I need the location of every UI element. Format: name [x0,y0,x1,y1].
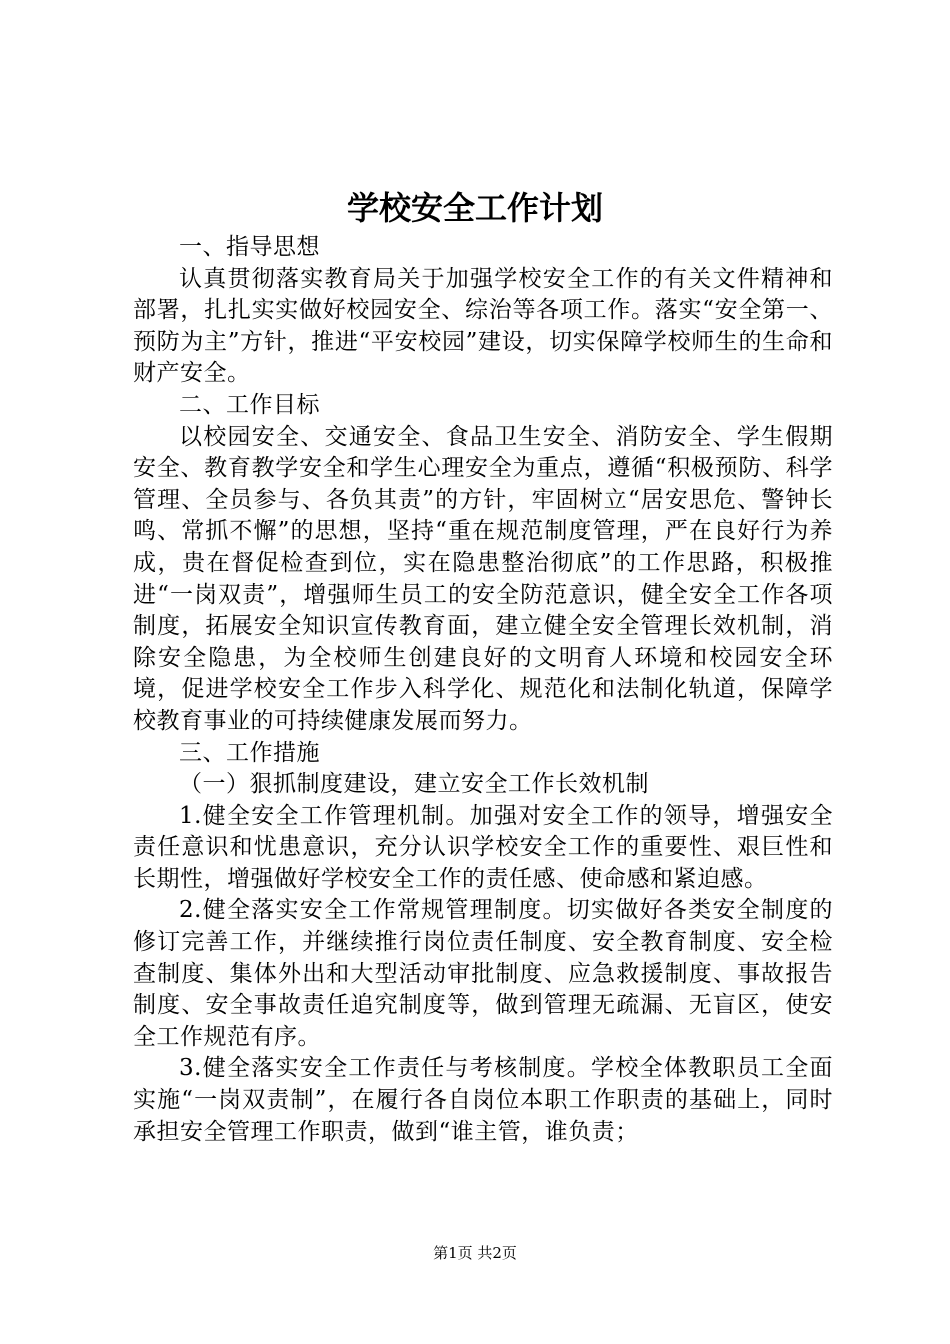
paragraph: 2.健全落实安全工作常规管理制度。切实做好各类安全制度的修订完善工作，并继续推行岗位责任制度、安全教育制度、安全检查制度、集体外出和大型活动审批制度、应急救援制度、事故报告制度、安全事故责任追究制度等，做到管理无疏漏、无盲区，使安全工作规范有序。 [133,897,833,1050]
document-body [133,232,833,1148]
document-title: 学校安全工作计划 [346,189,603,227]
section-heading-guiding-ideology: 一、指导思想 [179,234,320,260]
section-heading-work-measures: 三、工作措施 [179,739,320,766]
subsection-heading: （一）狠抓制度建设，建立安全工作长效机制 [179,771,649,798]
page-footer: 第1页 共2页 [433,1244,517,1262]
paragraph: 1.健全安全工作管理机制。加强对安全工作的领导，增强安全责任意识和忧患意识，充分认识学校安全工作的重要性、艰巨性和长期性，增强做好学校安全工作的责任感、使命感和紧迫感。 [133,802,833,892]
paragraph: 以校园安全、交通安全、食品卫生安全、消防安全、学生假期安全、教育教学安全和学生心理安全为重点，遵循“积极预防、科学管理、全员参与、各负其责”的方针，牢固树立“居安思危、警钟长鸣、常抓不懈”的思想，坚持“重在规范制度管理，严在良好行为养成，贵在督促检查到位，实在隐患整治彻底”的工作思路，积极推进“一岗双责”，增强师生员工的安全防范意识，健全安全工作各项制度，拓展安全知识宣传教育面，建立健全安全管理长效机制，消除安全隐患，为全校师生创建良好的文明育人环境和校园安全环境，促进学校安全工作步入科学化、规范化和法制化轨道，保障学校教育事业的可持续健康发展而努力。 [133,423,833,734]
paragraph: 认真贯彻落实教育局关于加强学校安全工作的有关文件精神和部署，扎扎实实做好校园安全、综治等各项工作。落实“安全第一、预防为主”方针，推进“平安校园”建设，切实保障学校师生的生命和财产安全。 [133,265,833,387]
section-heading-work-goals: 二、工作目标 [179,391,320,418]
paragraph: 3.健全落实安全工作责任与考核制度。学校全体教职员工全面实施“一岗双责制”，在履行各自岗位本职工作职责的基础上，同时承担安全管理工作职责，做到“谁主管，谁负责； [133,1055,833,1145]
